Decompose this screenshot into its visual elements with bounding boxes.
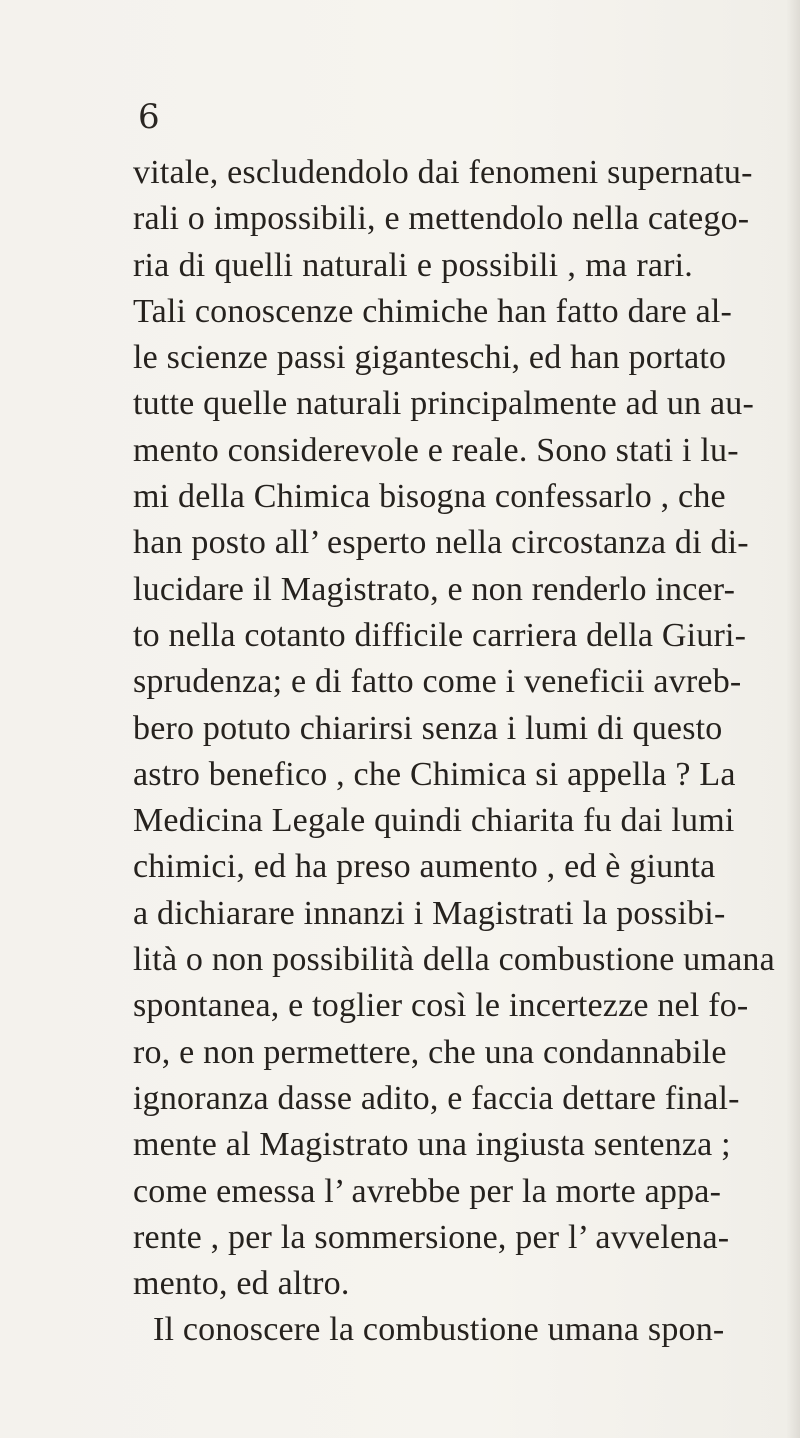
body-text [133,150,775,1354]
text-line: ria di quelli naturali e possibili , ma rari. [133,246,693,284]
text-line: ignoranza dasse adito, e faccia dettare final- [133,1079,740,1117]
page-edge-shadow [786,0,800,1438]
text-line: mento, ed altro. [133,1265,350,1303]
text-line: rali o impossibili, e mettendolo nella catego- [133,200,750,238]
text-line: mento considerevole e reale. Sono stati i lu- [133,431,739,469]
text-line: Tali conoscenze chimiche han fatto dare al- [133,292,733,330]
text-line: tutte quelle naturali principalmente ad un au- [133,385,754,423]
text-line: mente al Magistrato una ingiusta sentenza ; [133,1126,731,1164]
text-line: spontanea, e toglier così le incertezze nel fo- [133,987,749,1025]
text-line: ro, e non permettere, che una condannabile [133,1033,727,1071]
text-line: mi della Chimica bisogna confessarlo , che [133,478,726,516]
text-line: a dichiarare innanzi i Magistrati la possibi- [133,894,726,932]
text-line: rente , per la sommersione, per l’ avvelena- [133,1218,730,1256]
text-line: han posto all’ esperto nella circostanza di di- [133,524,749,562]
text-line: Medicina Legale quindi chiarita fu dai lumi [133,802,735,840]
text-line: chimici, ed ha preso aumento , ed è giunta [133,848,716,886]
text-line: come emessa l’ avrebbe per la morte appa- [133,1172,722,1210]
text-line: sprudenza; e di fatto come i veneficii avreb- [133,663,742,701]
text-line: to nella cotanto difficile carriera della Giuri- [133,616,747,654]
text-line: le scienze passi giganteschi, ed han portato [133,339,727,377]
text-line: Il conoscere la combustione umana spon- [153,1311,725,1349]
page-number: 6 [138,97,160,137]
text-line: vitale, escludendolo dai fenomeni supernatu- [133,154,753,191]
text-line: lucidare il Magistrato, e non renderlo incer- [133,570,736,608]
text-line: lità o non possibilità della combustione umana [133,941,775,979]
text-line: bero potuto chiarirsi senza i lumi di questo [133,709,723,747]
text-line: astro benefico , che Chimica si appella ? La [133,755,736,793]
